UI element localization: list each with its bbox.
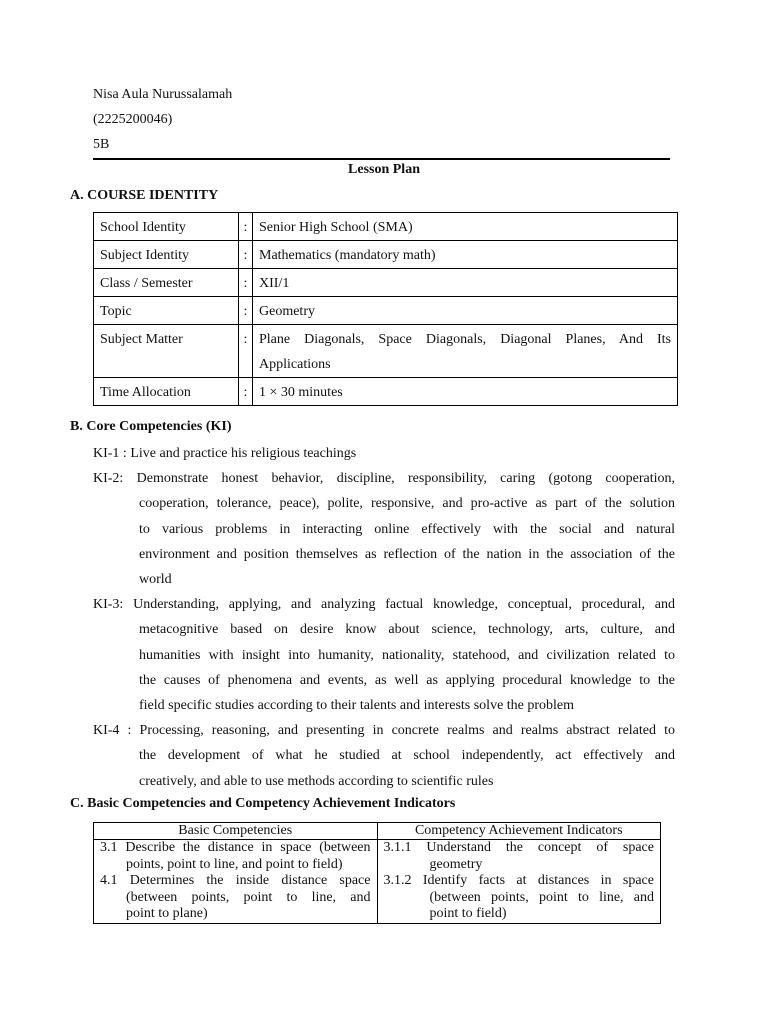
ki-2-line: environment and position themselves as reflection of the nation in the association of the — [139, 546, 675, 562]
identity-separator: : — [239, 269, 253, 297]
identity-separator: : — [239, 325, 253, 378]
identity-label: Class / Semester — [94, 269, 239, 297]
identity-label: Subject Matter — [94, 325, 239, 378]
basic-competency-text: point to plane) — [126, 906, 208, 921]
ki-2-line: KI-2: Demonstrate honest behavior, discipline, responsibility, caring (gotong cooperation, — [93, 471, 675, 487]
basic-competency-text: (between points, point to line, and — [126, 889, 371, 905]
identity-label: Topic — [94, 297, 239, 325]
table-row — [94, 325, 678, 378]
list-item — [100, 840, 371, 873]
indicators-cell — [377, 840, 661, 924]
indicator-text: geometry — [429, 856, 483, 872]
section-a-heading: A. COURSE IDENTITY — [70, 188, 219, 203]
identity-label: Time Allocation — [94, 378, 239, 406]
list-item — [100, 873, 371, 923]
header-divider — [93, 158, 670, 160]
basic-competencies-cell — [94, 840, 378, 924]
indicator-text: (between points, point to line, and — [429, 889, 654, 905]
table-header-row — [94, 823, 661, 840]
ki-1: KI-1 : Live and practice his religious teachings — [93, 446, 357, 461]
competency-table — [93, 822, 661, 924]
identity-value: Geometry — [253, 297, 678, 325]
ki-3-line: the causes of phenomena and events, as well as applying procedural knowledge to the — [139, 672, 675, 688]
identity-value: Plane Diagonals, Space Diagonals, Diagonal Planes, And Its Applications — [253, 325, 678, 378]
core-competencies — [93, 441, 675, 794]
ki-2-line: to various problems in interacting online effectively with the social and natural — [139, 521, 675, 537]
ki-3-line: metacognitive based on desire know about science, technology, arts, culture, and — [139, 622, 675, 638]
page-title: Lesson Plan — [348, 162, 420, 177]
indicator-text: point to field) — [429, 906, 507, 921]
student-id: (2225200046) — [93, 112, 173, 127]
identity-value: XII/1 — [253, 269, 678, 297]
table-row — [94, 213, 678, 241]
table-row — [94, 840, 661, 924]
basic-competency-text: 3.1 Describe the distance in space (between — [100, 840, 371, 855]
course-identity-table — [93, 212, 678, 406]
list-item — [384, 873, 655, 923]
ki-4-line: creatively, and able to use methods according to scientific rules — [139, 773, 494, 789]
ki-3-line: field specific studies according to their talents and interests solve the problem — [139, 698, 575, 714]
ki-3-line: humanities with insight into humanity, nationality, statehood, and civilization related to — [139, 647, 675, 663]
column-header: Basic Competencies — [94, 823, 378, 840]
basic-competency-text: 4.1 Determines the inside distance space — [100, 873, 371, 888]
ki-2-line: world — [139, 572, 172, 588]
identity-label: School Identity — [94, 213, 239, 241]
identity-separator: : — [239, 241, 253, 269]
class-label: 5B — [93, 137, 110, 152]
table-row — [94, 297, 678, 325]
author-name: Nisa Aula Nurussalamah — [93, 87, 233, 102]
identity-label: Subject Identity — [94, 241, 239, 269]
ki-4-line: the development of what he studied at school independently, act effectively and — [139, 748, 675, 764]
indicator-text: 3.1.2 Identify facts at distances in space — [383, 873, 654, 888]
ki-4-line: KI-4 : Processing, reasoning, and presenting in concrete realms and realms abstract related to — [93, 723, 675, 739]
section-c-heading: C. Basic Competencies and Competency Achievement Indicators — [70, 796, 456, 811]
identity-separator: : — [239, 378, 253, 406]
identity-value: 1 × 30 minutes — [253, 378, 678, 406]
identity-separator: : — [239, 213, 253, 241]
table-row — [94, 269, 678, 297]
table-row — [94, 378, 678, 406]
indicator-text: 3.1.1 Understand the concept of space — [383, 840, 654, 855]
section-b-heading: B. Core Competencies (KI) — [70, 419, 232, 434]
basic-competency-text: points, point to line, and point to field) — [126, 856, 343, 872]
identity-value: Senior High School (SMA) — [253, 213, 678, 241]
ki-3-line: KI-3: Understanding, applying, and analyzing factual knowledge, conceptual, procedural, and — [93, 597, 675, 613]
table-row — [94, 241, 678, 269]
list-item — [384, 840, 655, 873]
ki-2-line: cooperation, tolerance, peace), polite, responsive, and pro-active as part of the solution — [139, 496, 675, 512]
identity-separator: : — [239, 297, 253, 325]
column-header: Competency Achievement Indicators — [377, 823, 661, 840]
identity-value: Mathematics (mandatory math) — [253, 241, 678, 269]
